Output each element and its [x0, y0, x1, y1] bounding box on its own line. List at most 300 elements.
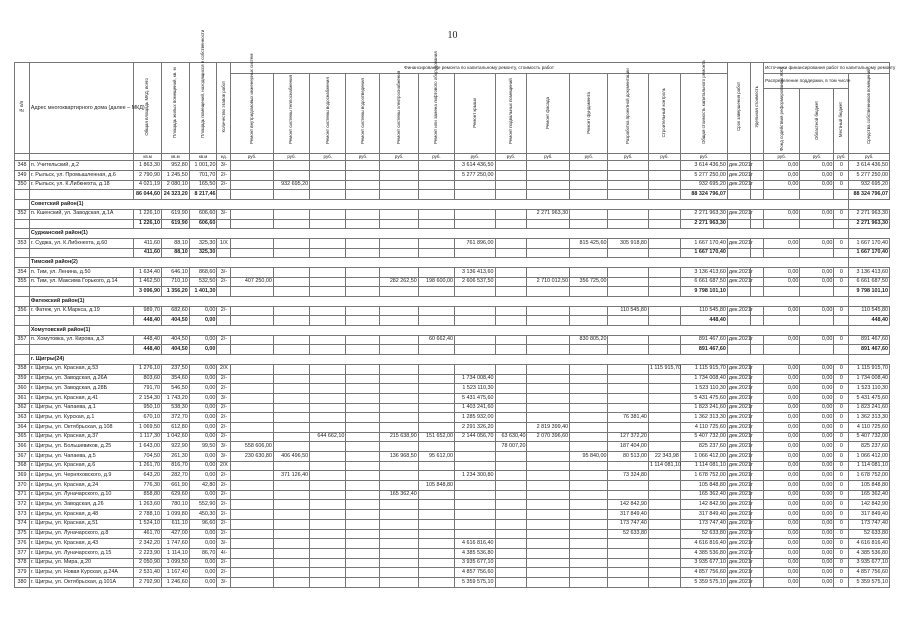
row-cost-elec: [380, 500, 418, 510]
row-cost-inner: [231, 345, 274, 355]
unit-cell: кв.м: [189, 154, 217, 161]
row-cost-facade: [527, 413, 570, 423]
row-living-area: 682,60: [162, 306, 190, 316]
row-cost-roof: [455, 190, 495, 200]
row-cost-elec: [380, 577, 418, 587]
row-cost-water: [310, 345, 346, 355]
row-cost-lift: [418, 539, 454, 549]
row-cost-lift: [418, 442, 454, 452]
row-cost-base: [495, 219, 527, 229]
row-cost-drain: [346, 277, 380, 287]
row-cost-drain: [346, 548, 380, 558]
row-deadline: [727, 345, 750, 355]
row-cost-lift: 151 652,00: [418, 432, 454, 442]
row-cost-inner: [231, 558, 274, 568]
row-cost-elec: [380, 422, 418, 432]
row-cost-drain: [346, 384, 380, 394]
row-fund-reform: 0,00: [764, 180, 800, 190]
row-area: 1 069,50: [134, 422, 162, 432]
row-area: 4 021,19: [134, 180, 162, 190]
row-owned-area: 8 217,46: [189, 190, 217, 200]
row-cost-drain: [346, 539, 380, 549]
row-living-area: 661,90: [162, 481, 190, 491]
row-fund-regional: 0,00: [800, 548, 834, 558]
row-cost-water: [310, 238, 346, 248]
row-fund-reform: 0,00: [764, 500, 800, 510]
row-cost-roof: [455, 529, 495, 539]
row-fund-owners: 1 667 170,40: [849, 248, 890, 258]
row-fund-local: 0: [834, 422, 849, 432]
row-address: г. Щигры, ул. Луначарского, д.8: [29, 529, 133, 539]
row-cost-drain: [346, 558, 380, 568]
row-total-cost: 2 271 963,30: [680, 209, 727, 219]
row-area: 1 263,60: [134, 500, 162, 510]
row-cost-proj: [608, 277, 648, 287]
row-total-cost: 3 614 436,50: [680, 161, 727, 171]
row-fund-local: 0: [834, 403, 849, 413]
row-cost-drain: [346, 238, 380, 248]
row-cost-ctrl: [648, 403, 680, 413]
table-row: [15, 422, 890, 432]
row-fund-local: 0: [834, 529, 849, 539]
row-cost-drain: [346, 316, 380, 326]
row-area: 1 117,30: [134, 432, 162, 442]
row-cost-ctrl: [648, 306, 680, 316]
unit-cell: руб.: [527, 154, 570, 161]
row-fund-local: 0: [834, 558, 849, 568]
row-cost-facade: [527, 500, 570, 510]
row-owned-area: 606,60: [189, 209, 217, 219]
header-col-9: Ремонт или замена лифтового оборудования: [418, 74, 454, 154]
header-col-19: Фонд содействия реформированию ЖКХ: [764, 89, 800, 154]
table-row: [15, 171, 890, 181]
row-cost-drain: [346, 442, 380, 452]
row-cost-heat: [273, 384, 309, 394]
row-deadline: дек.2021г: [727, 577, 750, 587]
row-cost-roof: [455, 248, 495, 258]
row-cost-found: [570, 190, 608, 200]
row-cost-water: [310, 568, 346, 578]
row-fund-regional: 0,00: [800, 180, 834, 190]
row-cost-lift: 95 612,00: [418, 452, 454, 462]
row-address: [29, 316, 133, 326]
unit-cell: руб.: [495, 154, 527, 161]
row-stages: [217, 316, 231, 326]
header-col-16: Общая стоимость капитального ремонта: [680, 74, 727, 154]
row-cost-base: [495, 209, 527, 219]
row-area: 704,50: [134, 452, 162, 462]
table-row: [15, 180, 890, 190]
row-fund-reform: 0,00: [764, 403, 800, 413]
row-cost-elec: [380, 481, 418, 491]
row-cost-lift: 198 600,00: [418, 277, 454, 287]
row-cost-lift: [418, 238, 454, 248]
row-cost-found: [570, 316, 608, 326]
row-cost-base: [495, 277, 527, 287]
row-cost-proj: 73 324,80: [608, 471, 648, 481]
row-deadline: дек.2021г: [727, 442, 750, 452]
row-fund-local: 0: [834, 577, 849, 587]
row-cost-water: [310, 161, 346, 171]
row-cost-water: [310, 558, 346, 568]
row-cost-inner: 558 606,00: [231, 442, 274, 452]
row-cost-heat: [273, 500, 309, 510]
row-cost-proj: [608, 539, 648, 549]
row-fund-local: 0: [834, 209, 849, 219]
row-cost-inner: [231, 500, 274, 510]
row-cost-ctrl: [648, 558, 680, 568]
header-col-10: Ремонт крыши: [455, 74, 495, 154]
row-cost-water: [310, 267, 346, 277]
unit-cell: руб.: [310, 154, 346, 161]
unit-cell: [751, 154, 764, 161]
row-owned-area: 0,00: [189, 393, 217, 403]
row-address: п. Кшенский, ул. Заводская, д.1А: [29, 209, 133, 219]
row-cost-water: 644 662,10: [310, 432, 346, 442]
row-cost-facade: [527, 548, 570, 558]
row-fund-regional: 0,00: [800, 500, 834, 510]
table-row: [15, 384, 890, 394]
row-cost-elec: [380, 364, 418, 374]
row-address: п. Хомутовка, ул. Кирова, д.3: [29, 335, 133, 345]
row-living-area: 1 167,40: [162, 568, 190, 578]
row-cost-base: [495, 384, 527, 394]
row-fund-owners: 1 362 313,30: [849, 413, 890, 423]
row-living-area: 88,10: [162, 248, 190, 258]
row-cost-facade: [527, 481, 570, 491]
row-cost-proj: [608, 568, 648, 578]
row-fund-regional: 0,00: [800, 209, 834, 219]
row-cost-ctrl: [648, 209, 680, 219]
row-fund-owners: 1 667 170,40: [849, 238, 890, 248]
row-cost-proj: [608, 190, 648, 200]
row-stages: [217, 219, 231, 229]
row-fund-regional: 0,00: [800, 393, 834, 403]
row-cost-elec: [380, 568, 418, 578]
row-cost-roof: 761 896,00: [455, 238, 495, 248]
row-fund-reform: [764, 316, 800, 326]
row-address: г. Щигры, ул. Луначарского, д.15: [29, 548, 133, 558]
row-cost-drain: [346, 180, 380, 190]
row-fund-reform: 0,00: [764, 452, 800, 462]
row-cost-proj: 52 633,80: [608, 529, 648, 539]
row-number: 360: [15, 384, 30, 394]
row-fund-reform: [764, 190, 800, 200]
row-stages: 3/-: [217, 209, 231, 219]
row-cost-roof: [455, 519, 495, 529]
row-cost-heat: [273, 558, 309, 568]
row-deadline: дек.2021г: [727, 548, 750, 558]
row-cost-roof: 2 144 056,70: [455, 432, 495, 442]
row-cost-ctrl: 1 115 915,70: [648, 364, 680, 374]
row-total-cost: 448,40: [680, 316, 727, 326]
row-fund-local: 0: [834, 306, 849, 316]
row-stages: 3/-: [217, 442, 231, 452]
unit-cell: руб.: [800, 154, 834, 161]
row-owned-area: 0,00: [189, 558, 217, 568]
row-cost-lift: [418, 374, 454, 384]
row-fund-local: 0: [834, 267, 849, 277]
row-cost-drain: [346, 510, 380, 520]
row-cost-lift: [418, 510, 454, 520]
row-number: 352: [15, 209, 30, 219]
row-number: 348: [15, 161, 30, 171]
row-area: 989,70: [134, 306, 162, 316]
row-fund-owners: 1 734 008,40: [849, 374, 890, 384]
row-fund-regional: [800, 219, 834, 229]
row-fund-local: 0: [834, 548, 849, 558]
row-total-cost: 4 857 756,60: [680, 568, 727, 578]
table-row: [15, 471, 890, 481]
row-cost-inner: [231, 510, 274, 520]
row-cost-roof: [455, 316, 495, 326]
row-living-area: 619,90: [162, 209, 190, 219]
row-fund-reform: 0,00: [764, 558, 800, 568]
row-fund-owners: 932 695,20: [849, 180, 890, 190]
row-cost-heat: [273, 481, 309, 491]
row-owned-area: 0,00: [189, 568, 217, 578]
row-cost-elec: [380, 190, 418, 200]
row-fund-reform: 0,00: [764, 529, 800, 539]
row-living-area: 354,60: [162, 374, 190, 384]
row-fund-regional: 0,00: [800, 577, 834, 587]
row-number: 361: [15, 393, 30, 403]
row-stages: 1/Х: [217, 238, 231, 248]
district-label: Суджанский район(1): [29, 229, 848, 239]
table-row: [15, 442, 890, 452]
row-deadline: дек.2021г: [727, 267, 750, 277]
row-fund-owners: 165 362,40: [849, 490, 890, 500]
row-cost-inner: [231, 422, 274, 432]
row-cost-inner: [231, 364, 274, 374]
row-cost-facade: [527, 577, 570, 587]
row-cost-elec: [380, 510, 418, 520]
row-cost-water: [310, 287, 346, 297]
row-fund-owners: 142 842,90: [849, 500, 890, 510]
row-cost-water: [310, 277, 346, 287]
row-cost-heat: [273, 548, 309, 558]
row-cost-facade: [527, 452, 570, 462]
row-cost-facade: 2 070 396,60: [527, 432, 570, 442]
header-address: Адрес многоквартирного дома (далее – МКД): [29, 63, 133, 154]
row-area: 1 634,40: [134, 267, 162, 277]
row-stages: 2/-: [217, 413, 231, 423]
row-cost-base: [495, 393, 527, 403]
row-stages: 2/-: [217, 529, 231, 539]
row-cost-ctrl: 22 343,98: [648, 452, 680, 462]
row-address: [29, 287, 133, 297]
row-cost-inner: 407 250,00: [231, 277, 274, 287]
row-cost-drain: [346, 500, 380, 510]
row-number: 377: [15, 548, 30, 558]
row-stages: 2/-: [217, 481, 231, 491]
table-row: [15, 306, 890, 316]
row-cost-roof: 1 285 932,00: [455, 413, 495, 423]
row-fund-local: 0: [834, 413, 849, 423]
row-fund-local: 0: [834, 161, 849, 171]
row-address: г. Суджа, ул. К.Либкнехта, д.60: [29, 238, 133, 248]
district-label: Советский район(1): [29, 200, 848, 210]
row-address: [29, 248, 133, 258]
row-address: п. Тим, ул. Максима Горького, д.14: [29, 277, 133, 287]
row-deadline: дек.2021г: [727, 384, 750, 394]
row-total-cost: 1 066 412,00: [680, 452, 727, 462]
row-cost-lift: [418, 529, 454, 539]
row-cost-drain: [346, 248, 380, 258]
row-cost-proj: [608, 161, 648, 171]
row-fund-regional: 0,00: [800, 558, 834, 568]
row-cost-roof: 4 857 756,60: [455, 568, 495, 578]
row-living-area: 538,30: [162, 403, 190, 413]
row-owned-area: 0,00: [189, 461, 217, 471]
row-deadline: дек.2021г: [727, 393, 750, 403]
row-stages: 2/-: [217, 422, 231, 432]
row-fund-reform: 0,00: [764, 306, 800, 316]
row-cost-heat: [273, 461, 309, 471]
row-address: г. Щигры, ул. Красная, д.6: [29, 461, 133, 471]
row-cost-ctrl: [648, 374, 680, 384]
row-cost-elec: 165 362,40: [380, 490, 418, 500]
row-cost-drain: [346, 161, 380, 171]
row-fund-owners: 6 661 687,50: [849, 277, 890, 287]
row-cost-lift: [418, 568, 454, 578]
row-cost-proj: [608, 209, 648, 219]
district-label: г. Щигры(24): [29, 355, 848, 365]
row-cost-heat: [273, 393, 309, 403]
row-area: 3 096,90: [134, 287, 162, 297]
empty-cell: [15, 258, 30, 268]
row-fund-owners: 5 277 250,00: [849, 171, 890, 181]
row-cost-inner: [231, 190, 274, 200]
capital-repair-table: [14, 29, 896, 588]
row-fund-regional: 0,00: [800, 481, 834, 491]
row-stages: 4/-: [217, 548, 231, 558]
row-cost-heat: [273, 316, 309, 326]
row-area: 1 524,10: [134, 519, 162, 529]
row-cost-proj: 187 404,00: [608, 442, 648, 452]
row-cost-base: [495, 248, 527, 258]
row-owned-area: 450,30: [189, 510, 217, 520]
row-cost-heat: [273, 335, 309, 345]
row-area: 643,20: [134, 471, 162, 481]
row-area: 2 154,30: [134, 393, 162, 403]
unit-cell: руб.: [455, 154, 495, 161]
row-cost-base: 63 630,40: [495, 432, 527, 442]
row-fund-owners: 4 857 756,60: [849, 568, 890, 578]
row-unit-cost: [751, 316, 764, 326]
row-total-cost: 891 467,60: [680, 335, 727, 345]
row-cost-roof: [455, 364, 495, 374]
row-cost-base: [495, 161, 527, 171]
table-row: [15, 374, 890, 384]
row-unit-cost: [751, 190, 764, 200]
row-fund-regional: 0,00: [800, 238, 834, 248]
row-cost-elec: [380, 413, 418, 423]
row-cost-base: 78 007,20: [495, 442, 527, 452]
row-fund-owners: 5 431 475,60: [849, 393, 890, 403]
row-cost-ctrl: [648, 171, 680, 181]
row-number: 349: [15, 171, 30, 181]
row-owned-area: 0,00: [189, 577, 217, 587]
row-cost-ctrl: [648, 539, 680, 549]
header-col-12: Ремонт фасада: [527, 74, 570, 154]
row-cost-elec: [380, 238, 418, 248]
row-cost-heat: [273, 267, 309, 277]
row-cost-heat: [273, 306, 309, 316]
row-fund-reform: 0,00: [764, 277, 800, 287]
row-cost-lift: [418, 500, 454, 510]
row-total-cost: 105 848,80: [680, 481, 727, 491]
row-cost-elec: 136 968,50: [380, 452, 418, 462]
row-cost-proj: [608, 219, 648, 229]
row-cost-heat: [273, 568, 309, 578]
row-owned-area: 0,00: [189, 403, 217, 413]
row-cost-found: [570, 248, 608, 258]
row-fund-local: 0: [834, 461, 849, 471]
row-cost-found: [570, 267, 608, 277]
row-cost-drain: [346, 345, 380, 355]
row-cost-heat: [273, 510, 309, 520]
row-address: г. Щигры, ул. Луначарского, д.10: [29, 490, 133, 500]
row-cost-proj: 305 918,80: [608, 238, 648, 248]
row-cost-heat: [273, 490, 309, 500]
row-deadline: дек.2021г: [727, 161, 750, 171]
row-cost-found: [570, 393, 608, 403]
row-deadline: дек.2021г: [727, 374, 750, 384]
row-fund-reform: 0,00: [764, 209, 800, 219]
row-cost-base: [495, 490, 527, 500]
row-cost-roof: 2 606 537,50: [455, 277, 495, 287]
district-label: Хомутовский район(1): [29, 326, 848, 336]
total-row: [15, 248, 890, 258]
row-fund-regional: [800, 248, 834, 258]
row-fund-owners: 3 136 413,60: [849, 267, 890, 277]
table-row: [15, 577, 890, 587]
row-fund-owners: 4 616 816,40: [849, 539, 890, 549]
row-cost-facade: [527, 374, 570, 384]
row-cost-ctrl: [648, 442, 680, 452]
header-col-8: Ремонт системы электроснабжения: [380, 74, 418, 154]
empty-cell: [15, 326, 30, 336]
row-cost-base: [495, 345, 527, 355]
unit-cell: руб.: [834, 154, 849, 161]
table-row: [15, 277, 890, 287]
row-cost-drain: [346, 577, 380, 587]
row-fund-local: 0: [834, 384, 849, 394]
row-fund-regional: 0,00: [800, 529, 834, 539]
row-cost-lift: [418, 248, 454, 258]
row-cost-inner: [231, 287, 274, 297]
row-cost-lift: [418, 548, 454, 558]
row-living-area: 282,70: [162, 471, 190, 481]
row-cost-roof: [455, 500, 495, 510]
row-deadline: дек.2021г: [727, 568, 750, 578]
row-cost-roof: [455, 461, 495, 471]
row-cost-heat: [273, 345, 309, 355]
row-owned-area: 0,00: [189, 364, 217, 374]
table-row: [15, 238, 890, 248]
row-cost-found: 356 725,00: [570, 277, 608, 287]
header-col-20: Областной бюджет: [800, 89, 834, 154]
row-cost-elec: [380, 306, 418, 316]
row-cost-lift: [418, 558, 454, 568]
row-fund-regional: 0,00: [800, 461, 834, 471]
row-cost-drain: [346, 422, 380, 432]
header-col-7: Ремонт системы водоотведения: [346, 74, 380, 154]
row-cost-ctrl: [648, 316, 680, 326]
row-cost-lift: [418, 180, 454, 190]
row-number: 355: [15, 277, 30, 287]
